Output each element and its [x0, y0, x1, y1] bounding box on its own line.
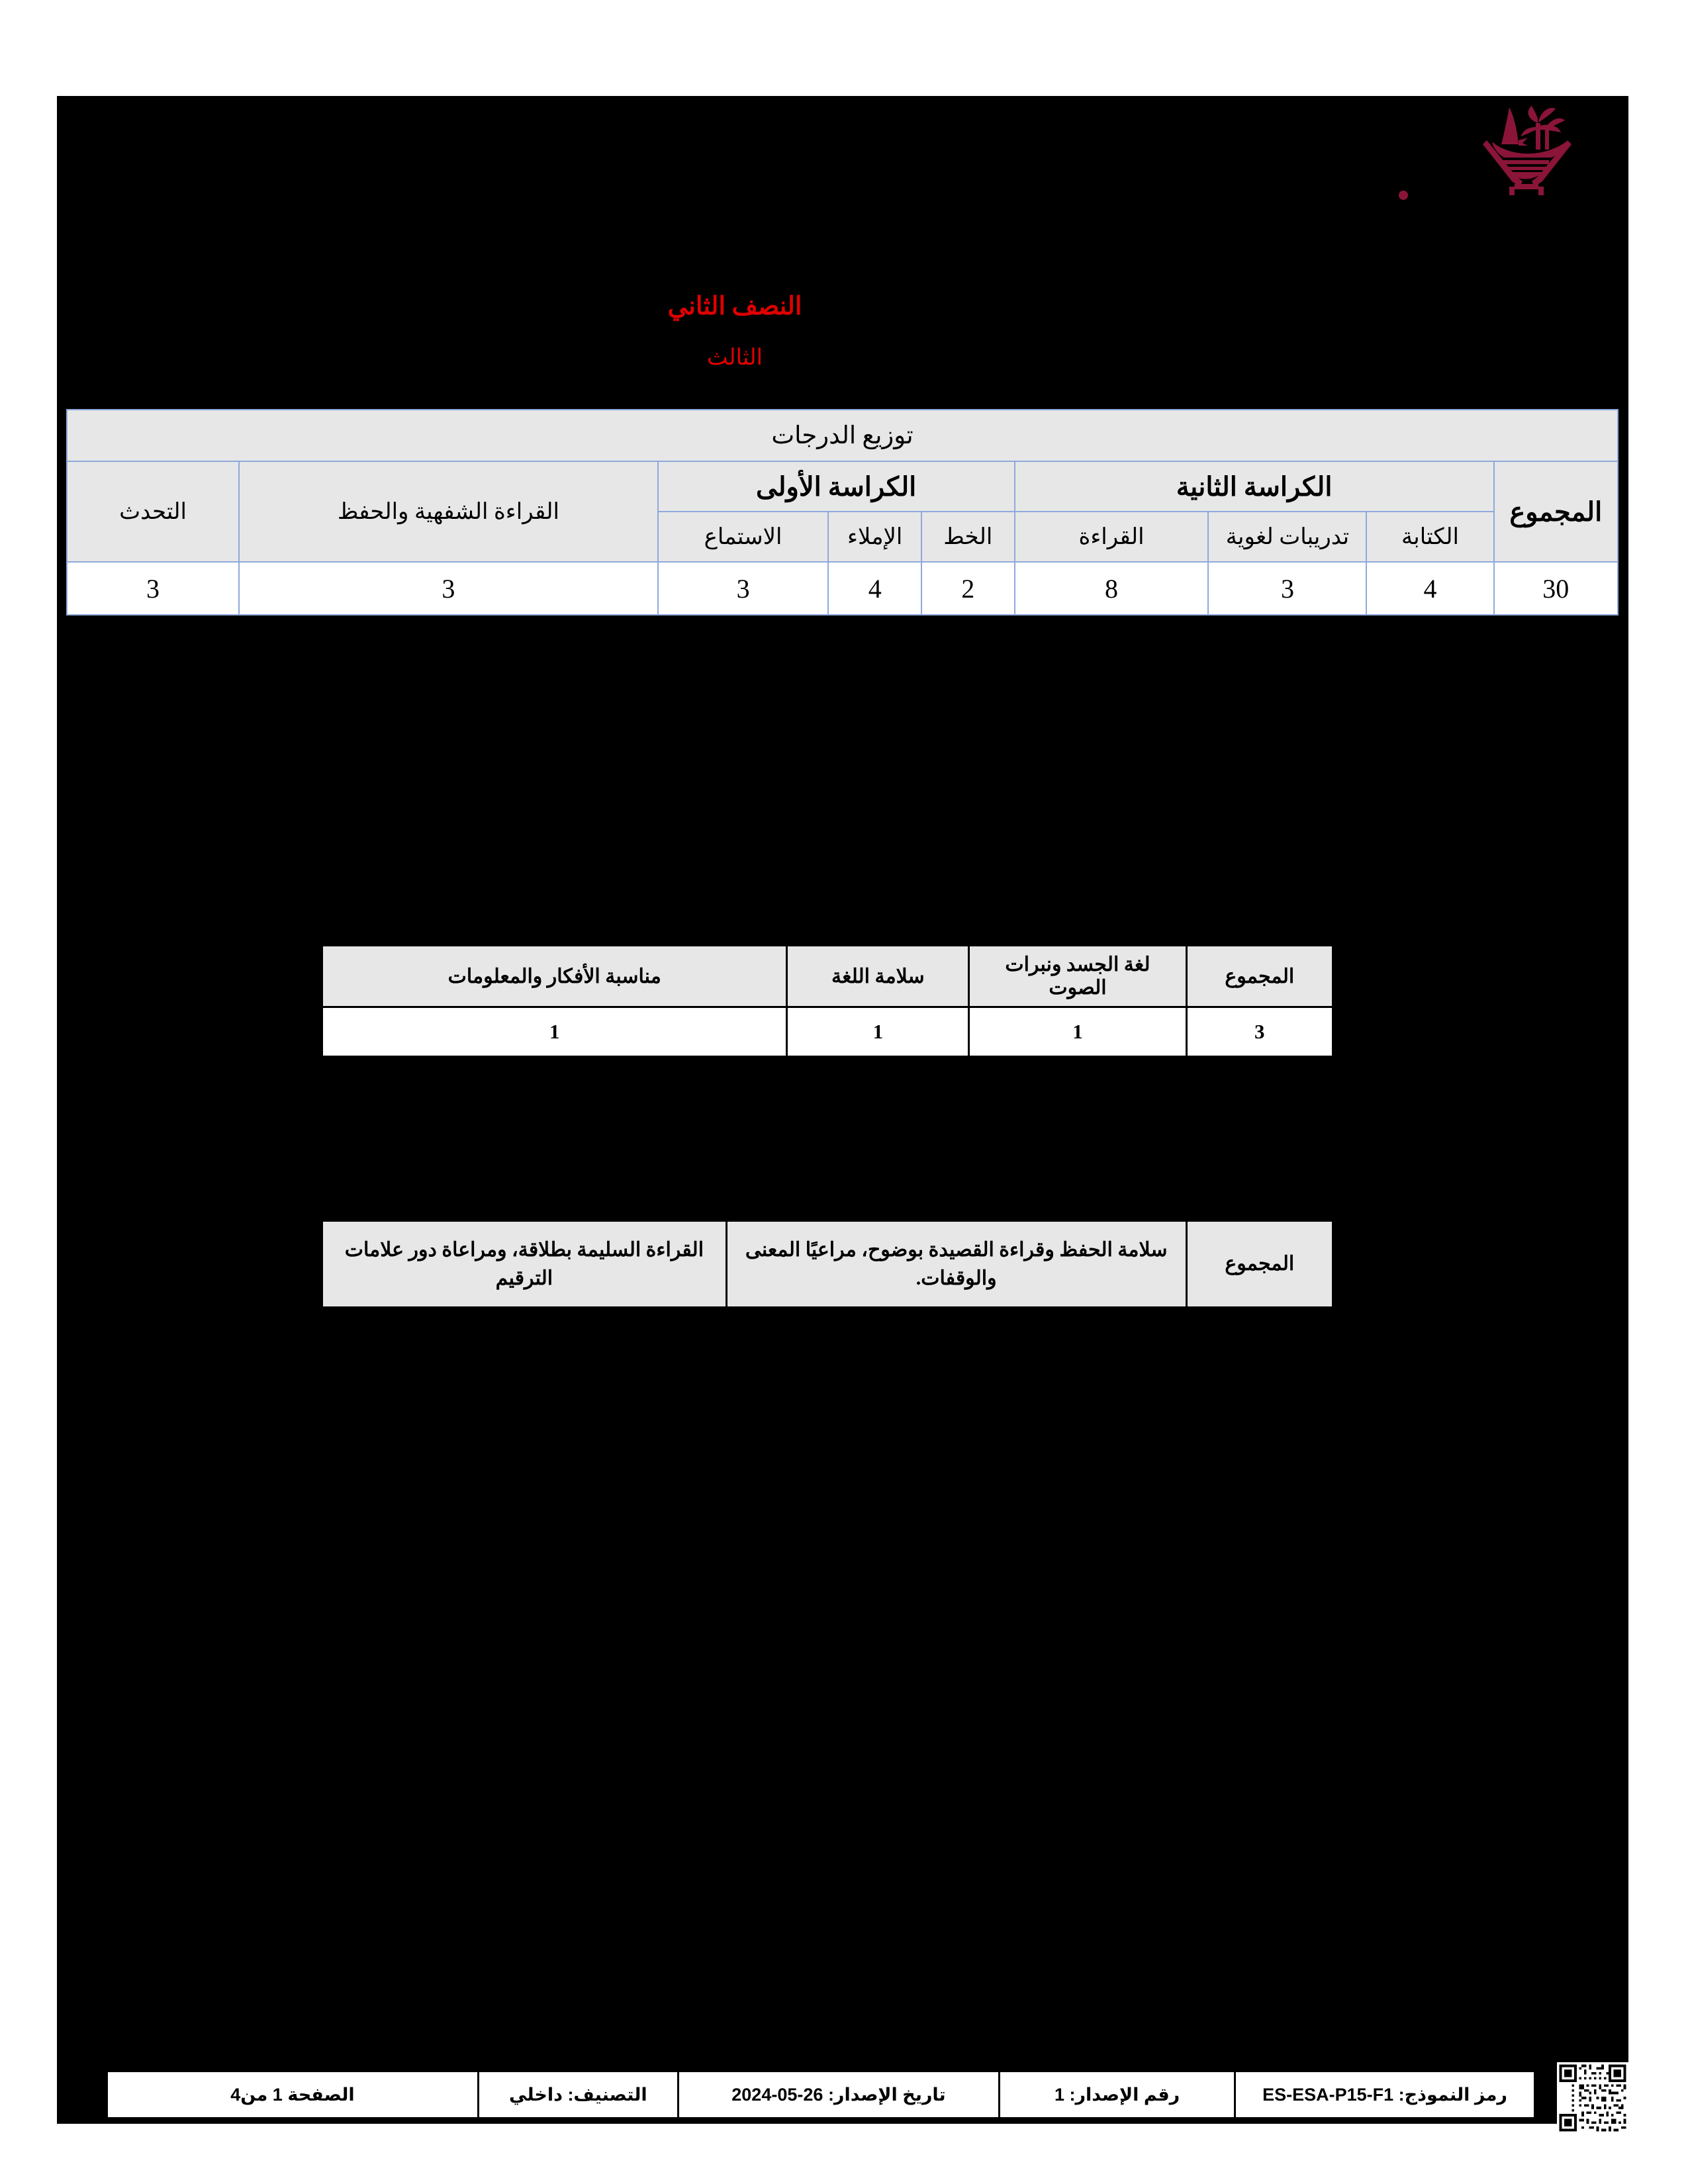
- rubric-value-total: 3: [1186, 1007, 1333, 1057]
- rubric-value-language-accuracy: 1: [787, 1007, 969, 1057]
- rubric-value-idea-suitability: 1: [322, 1007, 787, 1057]
- rubric-col-header-idea-suitability: مناسبة الأفكار والمعلومات: [322, 946, 787, 1007]
- footer-page-number: الصفحة 1 من4: [107, 2071, 479, 2118]
- oral-col-header-fluent-reading-punctuation: القراءة السليمة بطلاقة، ومراعاة دور علامات الترقيم: [322, 1221, 727, 1308]
- qatar-state-emblem-icon: [1467, 99, 1579, 195]
- col-header-handwriting: الخط: [921, 512, 1015, 562]
- oral-col-header-memorization-clarity: سلامة الحفظ وقراءة القصيدة بوضوح، مراعيًا المعنى والوقفات.: [726, 1221, 1186, 1308]
- table-row-values: [67, 562, 1618, 615]
- document-footer: [106, 2070, 1536, 2119]
- footer-issue-date: تاريخ الإصدار: 26-05-2024: [678, 2071, 999, 2118]
- col-header-listening: الاستماع: [658, 512, 829, 562]
- value-total: 30: [1494, 562, 1618, 615]
- value-language-exercises: 3: [1208, 562, 1366, 615]
- col-header-reading: القراءة: [1015, 512, 1209, 562]
- table-row-group-headers: [67, 461, 1618, 512]
- col-header-dictation: الإملاء: [828, 512, 921, 562]
- table-row-headers: [322, 1221, 1333, 1308]
- scanned-sheet-background: [57, 96, 1628, 2124]
- speaking-rubric-table: [321, 944, 1334, 1058]
- rubric-col-header-total: المجموع: [1186, 946, 1333, 1007]
- footer-form-code: رمز النموذج: ES-ESA-P15-F1: [1235, 2071, 1535, 2118]
- stray-mark: [1399, 191, 1408, 200]
- value-speaking: 3: [67, 562, 239, 615]
- qr-code-icon: [1557, 2062, 1628, 2134]
- term-heading: النصف الثاني: [667, 293, 802, 320]
- grades-table-title: توزيع الدرجات: [67, 410, 1618, 461]
- col-header-language-exercises: تدريبات لغوية: [1208, 512, 1366, 562]
- col-group-first-booklet: الكراسة الأولى: [658, 461, 1015, 512]
- footer-issue-number: رقم الإصدار: 1: [1000, 2071, 1235, 2118]
- value-oral-reading-memorization: 3: [239, 562, 658, 615]
- value-reading: 8: [1015, 562, 1209, 615]
- col-header-speaking: التحدث: [67, 461, 239, 562]
- value-dictation: 4: [828, 562, 921, 615]
- value-listening: 3: [658, 562, 829, 615]
- table-row-values: [322, 1007, 1333, 1057]
- footer-row: [107, 2071, 1535, 2118]
- table-row-title: [67, 410, 1618, 461]
- footer-classification: التصنيف: داخلي: [478, 2071, 678, 2118]
- value-handwriting: 2: [921, 562, 1015, 615]
- col-header-oral-reading-memorization: القراءة الشفهية والحفظ: [239, 461, 658, 562]
- oral-col-header-total: المجموع: [1186, 1221, 1333, 1308]
- col-header-writing: الكتابة: [1366, 512, 1493, 562]
- col-header-total: المجموع: [1494, 461, 1618, 562]
- oral-reading-rubric-table: [321, 1220, 1334, 1308]
- grades-distribution-table: [66, 409, 1618, 615]
- table-row-headers: [322, 946, 1333, 1007]
- rubric-col-header-body-language-voice-tone: لغة الجسد ونبرات الصوت: [969, 946, 1186, 1007]
- value-writing: 4: [1366, 562, 1493, 615]
- rubric-value-body-language-voice-tone: 1: [969, 1007, 1186, 1057]
- col-group-second-booklet: الكراسة الثانية: [1015, 461, 1494, 512]
- grade-heading: الثالث: [706, 345, 763, 370]
- rubric-col-header-language-accuracy: سلامة اللغة: [787, 946, 969, 1007]
